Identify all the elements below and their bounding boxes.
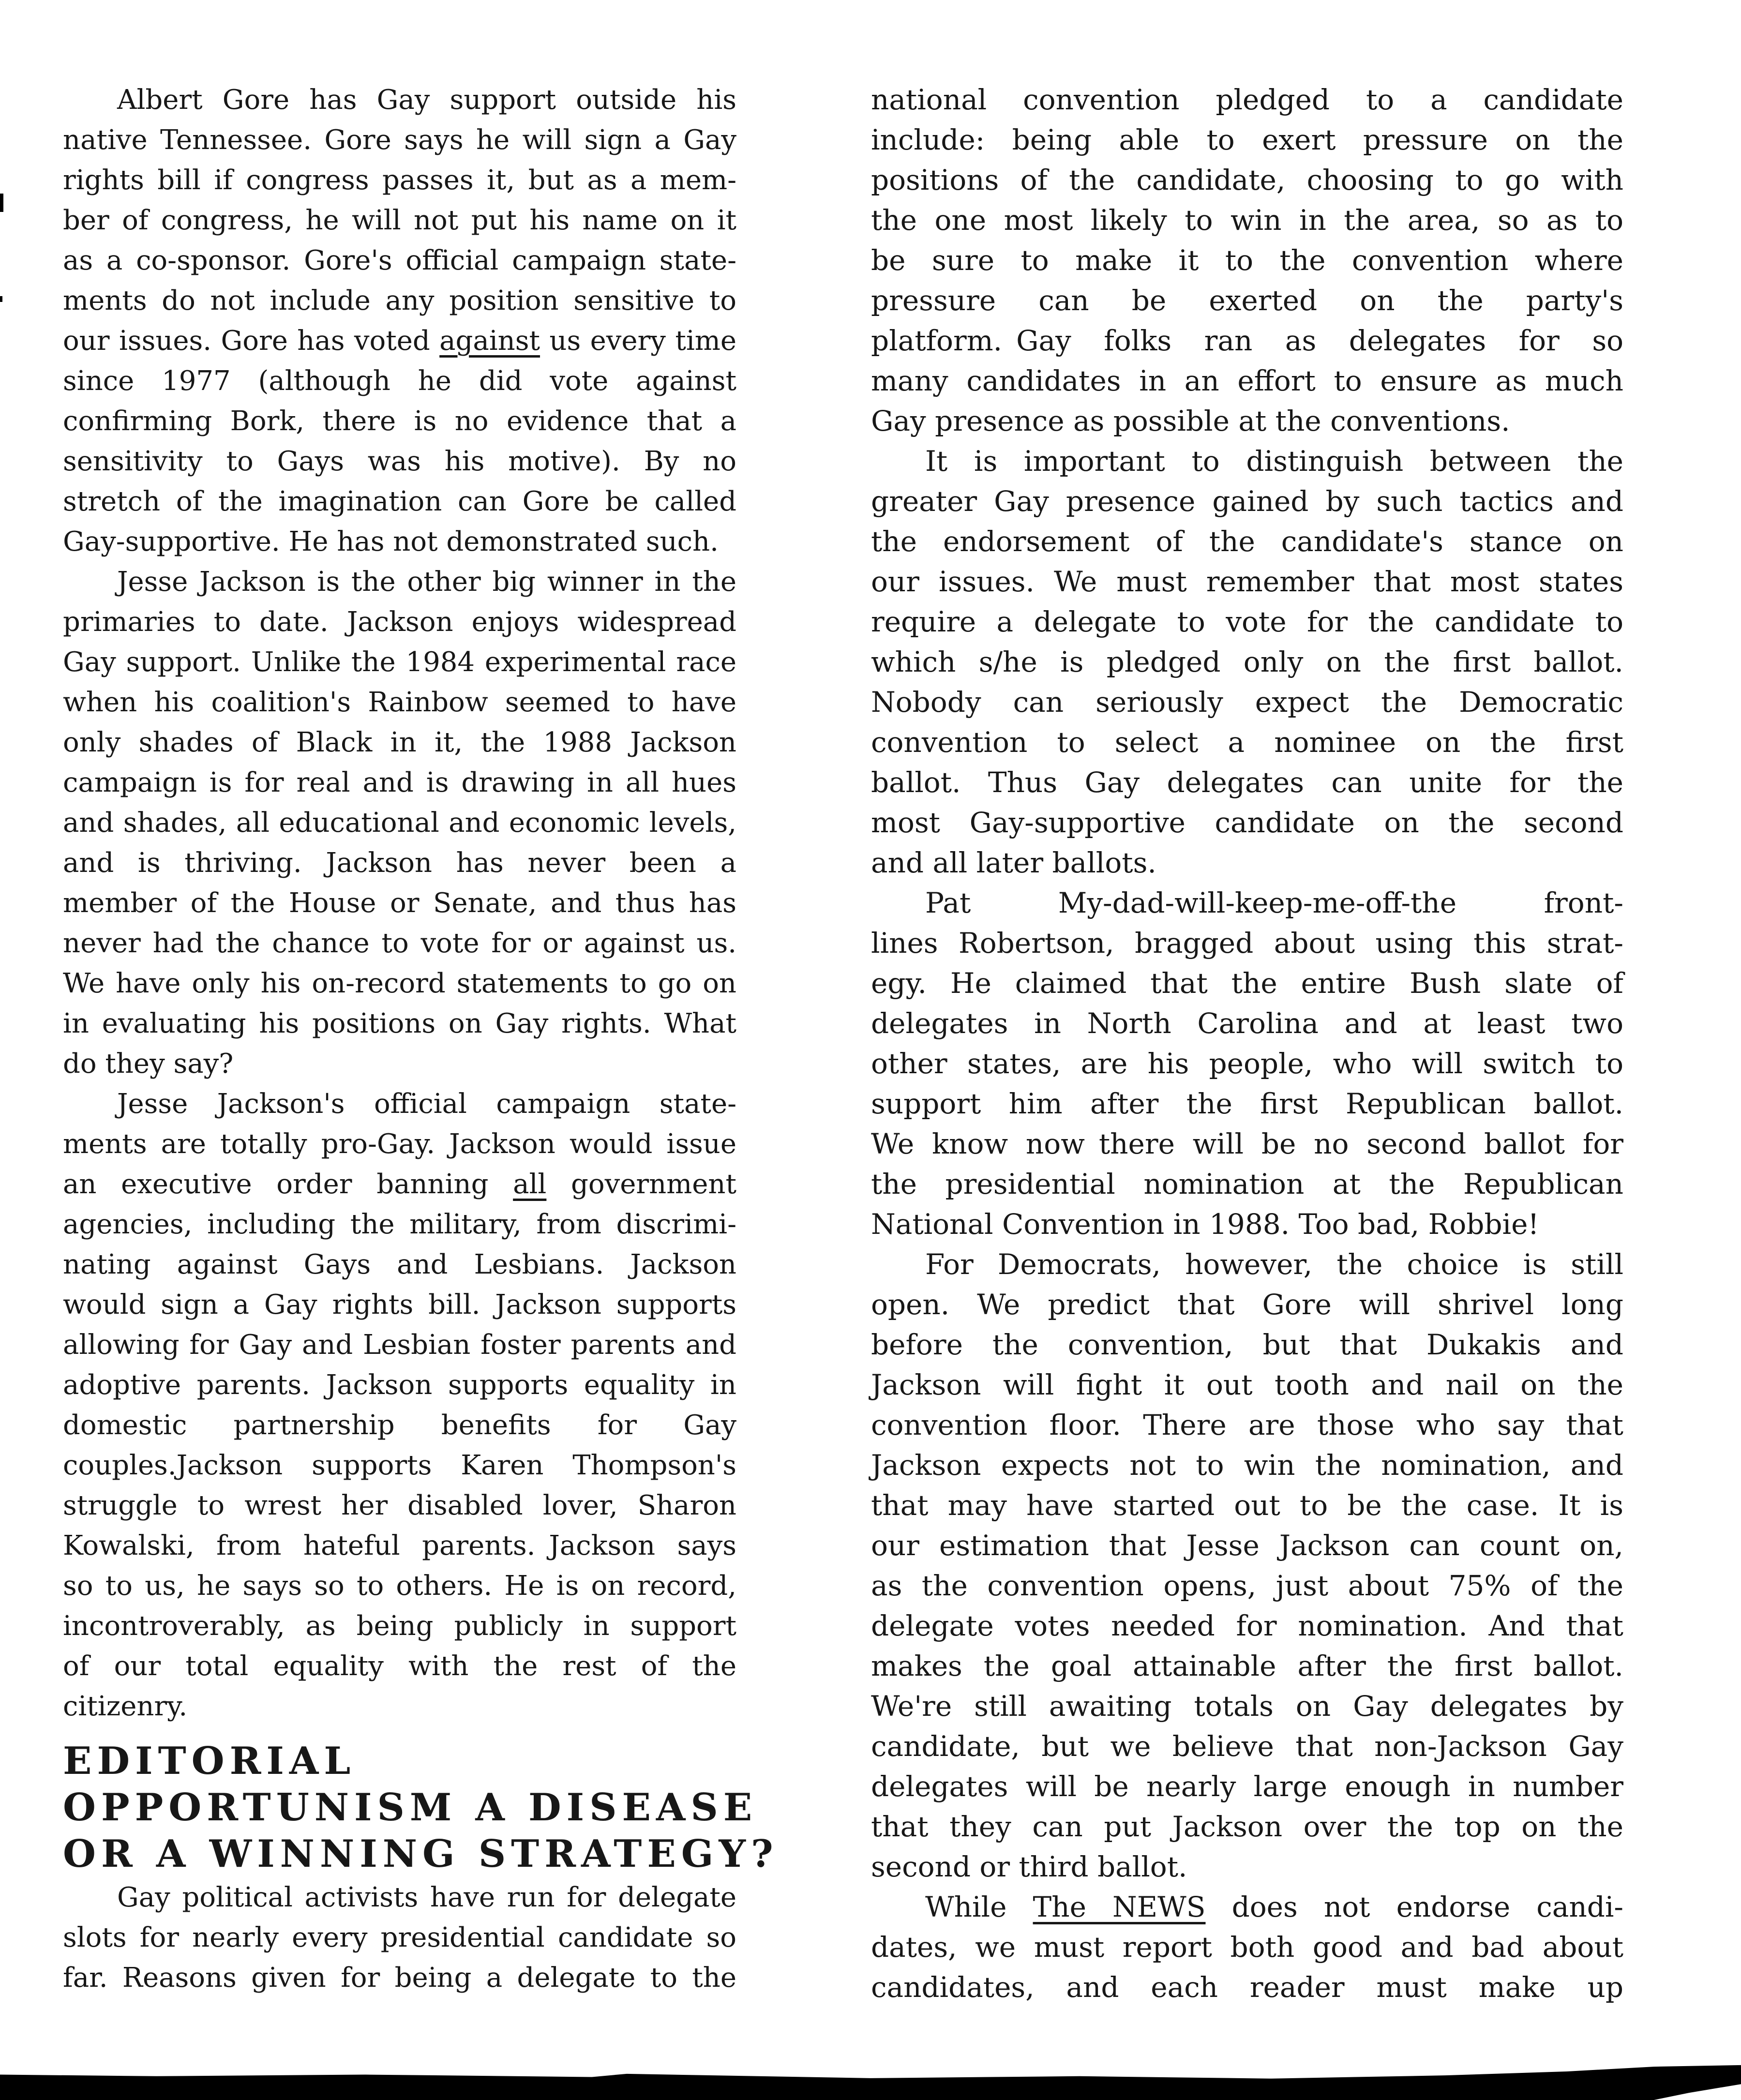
text-segment: citizenry. [63,1691,188,1722]
text-line [871,1967,1623,2008]
text-line [871,763,1623,803]
text-segment: lines Robertson, bragged about using this strat- [871,927,1623,960]
text-segment: would sign a Gay rights bill. Jackson supports [63,1289,736,1320]
text-line [63,361,736,401]
text-segment: We know now there will be no second ballot for [871,1127,1623,1160]
text-line [63,1958,736,1998]
text-segment: the one most likely to win in the area, so as to [871,204,1623,237]
text-line [871,401,1623,441]
text-line [63,602,736,642]
text-segment: We're still awaiting totals on Gay delegates by [871,1690,1623,1723]
text-segment: domestic partnership benefits for Gay [63,1410,736,1441]
underlined-text: The NEWS [1033,1890,1206,1923]
text-segment: Kowalski, from hateful parents. Jackson says [63,1530,736,1561]
scan-artifact-bottom-bar [0,2060,1741,2100]
text-segment: as a co-sponsor. Gore's official campaign state- [63,245,736,276]
text-line [63,1526,736,1566]
text-line [871,682,1623,722]
text-segment: convention floor. There are those who say that [871,1409,1623,1441]
text-line [63,1485,736,1526]
text-segment: agencies, including the military, from discrimi- [63,1209,736,1240]
text-line [63,240,736,281]
text-line [63,1405,736,1445]
text-line [63,441,736,481]
text-segment: only shades of Black in it, the 1988 Jackson [63,727,736,758]
text-line [63,481,736,522]
text-segment: native Tennessee. Gore says he will sign a Gay [63,124,736,156]
left-column [63,80,779,1998]
text-line [871,803,1623,843]
text-line [871,642,1623,682]
text-segment: us every time [540,325,736,357]
text-line [63,1044,736,1084]
text-segment: include: being able to exert pressure on the [871,123,1623,156]
text-line [871,843,1623,883]
text-line [871,1004,1623,1044]
text-segment: do they say? [63,1048,234,1080]
text-line [63,1918,736,1958]
text-segment: Gay presence as possible at the conventions. [871,405,1510,437]
text-segment: of our total equality with the rest of the [63,1650,736,1682]
text-segment: adoptive parents. Jackson supports equality in [63,1369,736,1401]
editorial-headline [63,1738,779,1877]
text-segment: candidate, but we believe that non-Jackson Gay [871,1730,1623,1763]
text-segment: and shades, all educational and economic levels, [63,807,736,839]
text-segment: Pat My-dad-will-keep-me-off-the front- [925,886,1623,919]
text-line [63,963,736,1004]
text-segment: when his coalition's Rainbow seemed to have [63,687,736,718]
text-line [871,1646,1623,1686]
text-segment: positions of the candidate, choosing to go with [871,164,1623,196]
text-line [63,1686,736,1726]
text-line [871,1807,1623,1847]
text-segment: an executive order banning [63,1169,513,1200]
text-line [63,1204,736,1245]
text-segment: We have only his on-record statements to go on [63,968,736,999]
text-line [871,321,1623,361]
text-line [63,1606,736,1646]
text-segment: ballot. Thus Gay delegates can unite for the [871,766,1623,799]
text-segment: other states, are his people, who will switch to [871,1047,1623,1080]
text-line [871,1164,1623,1204]
scan-artifact-left-mark [0,296,2,302]
text-segment: It is important to distinguish between the [925,445,1623,478]
text-line [63,923,736,963]
text-line [871,1847,1623,1887]
text-line [871,562,1623,602]
text-segment: Gay support. Unlike the 1984 experimental race [63,646,736,678]
text-segment: egy. He claimed that the entire Bush slate of [871,967,1623,1000]
text-segment: allowing for Gay and Lesbian foster parents and [63,1329,736,1361]
text-line [871,240,1623,281]
text-line [871,1245,1623,1285]
text-segment: many candidates in an effort to ensure as much [871,364,1623,397]
text-line [871,1726,1623,1767]
text-line [63,1325,736,1365]
text-segment: sensitivity to Gays was his motive). By no [63,446,736,477]
left-column-after-headline [63,1877,736,1998]
text-segment: pressure can be exerted on the party's [871,284,1623,317]
text-line [63,1566,736,1606]
text-segment: in evaluating his positions on Gay rights. What [63,1008,736,1039]
text-line [63,642,736,682]
text-line [63,281,736,321]
text-line [871,923,1623,963]
text-line [871,1566,1623,1606]
text-segment: most Gay-supportive candidate on the second [871,806,1623,839]
left-column-body [63,80,736,1726]
text-line [63,1365,736,1405]
text-segment: platform. Gay folks ran as delegates for so [871,324,1623,357]
text-segment: far. Reasons given for being a delegate to the [63,1962,736,1994]
text-line [871,1526,1623,1566]
headline-line [63,1831,779,1877]
text-segment: OR A WINNING STRATEGY? [63,1832,779,1876]
text-line [63,200,736,240]
text-segment: ments are totally pro-Gay. Jackson would issue [63,1128,736,1160]
text-segment: rights bill if congress passes it, but as a mem- [63,165,736,196]
underlined-text: against [439,325,540,357]
right-column-body [871,80,1623,2008]
text-segment: For Democrats, however, the choice is still [925,1248,1623,1281]
text-line [871,602,1623,642]
text-segment: before the convention, but that Dukakis and [871,1328,1623,1361]
text-segment: Gay political activists have run for delegate [117,1882,736,1913]
text-line [871,1084,1623,1124]
text-segment: our estimation that Jesse Jackson can count on, [871,1529,1623,1562]
text-segment: since 1977 (although he did vote against [63,365,736,397]
text-segment: slots for nearly every presidential candidate so [63,1922,736,1953]
text-line [871,281,1623,321]
text-line [871,80,1623,120]
text-line [871,1285,1623,1325]
text-segment: National Convention in 1988. Too bad, Robbie! [871,1208,1539,1241]
text-segment: that they can put Jackson over the top on the [871,1810,1623,1843]
text-line [871,1325,1623,1365]
text-segment: campaign is for real and is drawing in all hues [63,767,736,798]
text-segment: dates, we must report both good and bad about [871,1931,1623,1964]
text-segment: never had the chance to vote for or against us. [63,928,736,959]
text-segment: delegate votes needed for nomination. And that [871,1609,1623,1642]
text-line [871,1767,1623,1807]
text-line [63,401,736,441]
text-segment: stretch of the imagination can Gore be called [63,486,736,517]
text-segment: primaries to date. Jackson enjoys widespread [63,606,736,638]
text-segment: confirming Bork, there is no evidence that a [63,405,736,437]
text-line [63,1245,736,1285]
headline-line [63,1738,736,1785]
text-segment: and is thriving. Jackson has never been a [63,847,736,879]
text-segment: member of the House or Senate, and thus has [63,887,736,919]
text-segment: second or third ballot. [871,1850,1187,1883]
text-line [63,522,736,562]
headline-line [63,1785,758,1831]
text-segment: delegates in North Carolina and at least two [871,1007,1623,1040]
text-line [871,1927,1623,1967]
text-line [871,522,1623,562]
text-segment: so to us, he says so to others. He is on record, [63,1570,736,1602]
text-segment: which s/he is pledged only on the first ballot. [871,645,1623,678]
text-segment: Nobody can seriously expect the Democratic [871,686,1623,719]
text-segment: struggle to wrest her disabled lover, Sharon [63,1490,736,1521]
text-segment: require a delegate to vote for the candidate to [871,605,1623,638]
text-segment: our issues. Gore has voted [63,325,440,357]
text-segment: Jackson expects not to win the nomination, and [871,1449,1623,1482]
text-segment: support him after the first Republican ballot. [871,1087,1623,1120]
text-line [63,321,736,361]
right-column [871,80,1623,2008]
text-segment: open. We predict that Gore will shrivel long [871,1288,1623,1321]
text-segment: national convention pledged to a candidate [871,83,1623,116]
text-line [871,361,1623,401]
text-segment: OPPORTUNISM A DISEASE [63,1785,758,1830]
text-line [63,80,736,120]
scan-artifact-left-mark [0,194,3,212]
text-segment: Gay-supportive. He has not demonstrated such. [63,526,719,557]
text-line [63,803,736,843]
text-segment: incontroverably, as being publicly in support [63,1610,736,1642]
text-segment: does not endorse candi- [1205,1890,1623,1923]
text-line [871,160,1623,200]
text-segment: the endorsement of the candidate's stance on [871,525,1623,558]
text-segment: convention to select a nominee on the first [871,726,1623,759]
text-line [871,481,1623,522]
text-segment: couples.Jackson supports Karen Thompson's [63,1450,736,1481]
text-line [63,1124,736,1164]
text-segment: candidates, and each reader must make up [871,1971,1623,2004]
text-line [63,1445,736,1485]
text-line [871,1686,1623,1726]
text-segment: Jesse Jackson is the other big winner in the [117,566,736,598]
text-segment: government [546,1169,736,1200]
text-line [871,1606,1623,1646]
text-line [871,1044,1623,1084]
text-segment: While [925,1890,1033,1923]
text-line [63,722,736,763]
text-line [871,1887,1623,1927]
text-segment: and all later ballots. [871,846,1156,879]
text-segment: be sure to make it to the convention where [871,244,1623,277]
text-segment: as the convention opens, just about 75% of the [871,1569,1623,1602]
text-line [871,1405,1623,1445]
text-segment: Jackson will fight it out tooth and nail on the [871,1368,1623,1401]
text-line [63,682,736,722]
text-line [63,160,736,200]
text-line [871,963,1623,1004]
text-segment: delegates will be nearly large enough in number [871,1770,1623,1803]
text-line [63,883,736,923]
text-line [871,200,1623,240]
text-segment: Jesse Jackson's official campaign state- [117,1088,736,1120]
text-segment: nating against Gays and Lesbians. Jackson [63,1249,736,1280]
text-line [63,763,736,803]
text-line [63,1646,736,1686]
text-line [871,1365,1623,1405]
text-line [63,1877,736,1918]
text-segment: makes the goal attainable after the first ballot. [871,1650,1623,1682]
text-segment: the presidential nomination at the Republican [871,1168,1623,1200]
text-line [63,1004,736,1044]
text-segment: Albert Gore has Gay support outside his [117,84,736,116]
text-segment: ber of congress, he will not put his name on it [63,205,736,236]
text-line [871,1124,1623,1164]
text-line [63,562,736,602]
text-line [63,120,736,160]
text-line [63,1285,736,1325]
text-line [871,1445,1623,1485]
text-line [871,441,1623,481]
text-segment: ments do not include any position sensitive to [63,285,736,316]
text-segment: greater Gay presence gained by such tactics and [871,485,1623,518]
text-segment: our issues. We must remember that most states [871,565,1623,598]
text-segment: that may have started out to be the case. It is [871,1489,1623,1522]
text-line [871,883,1623,923]
text-line [63,843,736,883]
text-line [871,722,1623,763]
text-line [63,1084,736,1124]
text-line [871,1204,1623,1245]
text-segment: EDITORIAL [63,1739,356,1783]
text-line [63,1164,736,1204]
text-line [871,1485,1623,1526]
underlined-text: all [513,1169,547,1200]
text-line [871,120,1623,160]
